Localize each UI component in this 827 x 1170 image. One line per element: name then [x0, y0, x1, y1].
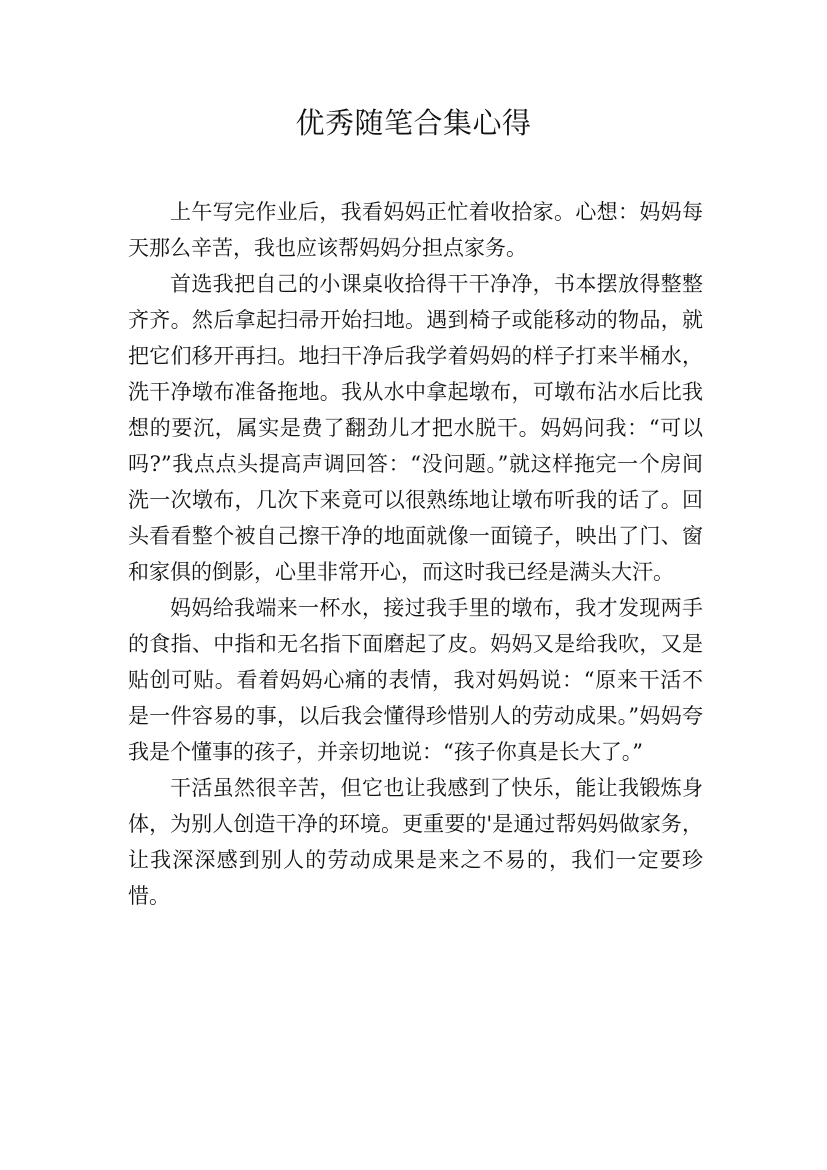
paragraph-2: 首选我把自己的小课桌收拾得干干净净，书本摆放得整整齐齐。然后拿起扫帚开始扫地。遇到椅子或能移动的物品，就把它们移开再扫。地扫干净后我学着妈妈的样子打来半桶水，洗干净墩布准备拖地。我从水中拿起墩布，可墩布沾水后比我想的要沉，属实是费了翻劲儿才把水脱干。妈妈问我：“可以吗?”我点点头提高声调回答：“没问题。”就这样拖完一个房间洗一次墩布，几次下来竟可以很熟练地让墩布听我的话了。回头看看整个被自己擦干净的地面就像一面镜子，映出了门、窗和家俱的倒影，心里非常开心，而这时我已经是满头大汗。 — [128, 272, 703, 584]
paragraph-1: 上午写完作业后，我看妈妈正忙着收拾家。心想：妈妈每天那么辛苦，我也应该帮妈妈分担点家务。 — [128, 200, 703, 260]
page-title: 优秀随笔合集心得 — [295, 106, 532, 140]
paragraph-3: 妈妈给我端来一杯水，接过我手里的墩布，我才发现两手的食指、中指和无名指下面磨起了皮。妈妈又是给我吹，又是贴创可贴。看着妈妈心痛的表情，我对妈妈说：“原来干活不是一件容易的事，以后我会懂得珍惜别人的劳动成果。”妈妈夸我是个懂事的孩子，并亲切地说：“孩子你真是长大了。” — [128, 596, 703, 764]
document-body — [128, 194, 703, 914]
paragraph-4: 干活虽然很辛苦，但它也让我感到了快乐，能让我锻炼身体，为别人创造干净的环境。更重要的'是通过帮妈妈做家务，让我深深感到别人的劳动成果是来之不易的，我们一定要珍惜。 — [128, 776, 703, 908]
